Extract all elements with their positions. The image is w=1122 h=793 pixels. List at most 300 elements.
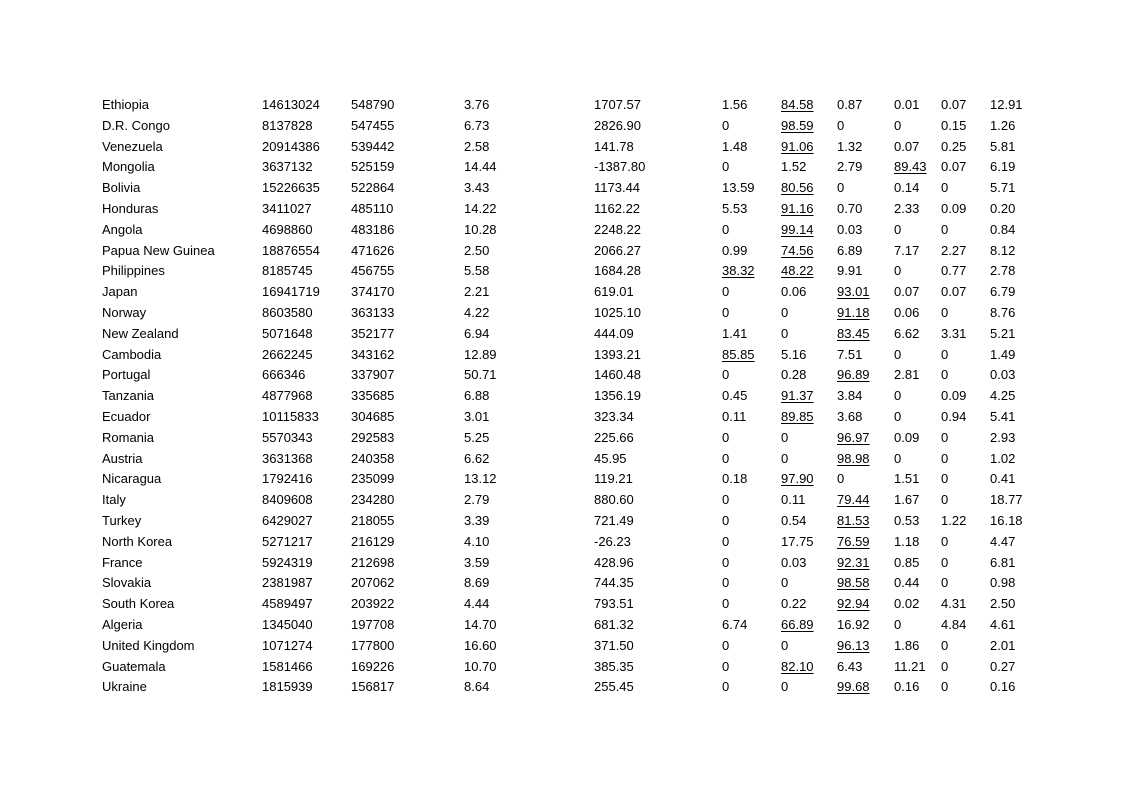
table-cell: 98.98 [837,450,870,466]
table-cell: 547455 [351,117,395,133]
table-cell: 2066.27 [594,242,641,258]
row-label: D.R. Congo [102,117,170,133]
table-cell: 3411027 [262,200,312,216]
row-label: Ethiopia [102,97,149,112]
table-row [0,636,1122,657]
row-label: Guatemala [102,658,166,674]
table-cell: 0 [894,388,902,404]
table-cell: 203922 [351,596,395,612]
table-cell: 5924319 [262,554,313,570]
table-cell: 0.14 [894,180,920,196]
table-cell: 141.78 [594,138,634,154]
row-label: Tanzania [102,388,155,404]
table-cell: 2.21 [464,284,490,300]
table-cell: 0.03 [781,554,807,570]
table-cell: 0.44 [894,575,920,591]
table-cell: 0.54 [781,512,807,528]
table-cell: 0 [894,450,902,466]
table-cell: 0 [722,575,730,591]
table-cell: 0.07 [894,138,920,154]
table-cell: 8.64 [464,679,490,695]
table-cell: 48.22 [781,263,814,279]
table-cell: 4698860 [262,221,313,237]
table-cell: 0 [837,180,845,196]
table-cell: 4.10 [464,533,490,549]
table-row [0,449,1122,470]
table-cell: 0.07 [894,284,920,300]
table-cell: 444.09 [594,325,634,341]
table-cell: 2.50 [464,242,490,258]
table-cell: 0 [894,346,902,362]
table-cell: 2381987 [262,575,313,591]
table-cell: 335685 [351,388,395,404]
table-cell: 1460.48 [594,367,641,383]
table-cell: 0 [894,263,902,279]
table-cell: 4.25 [990,388,1016,404]
table-cell: 323.34 [594,408,634,424]
table-cell: 2.78 [990,263,1016,279]
table-cell: 1.22 [941,512,967,528]
table-cell: 5271217 [262,533,313,549]
table-row [0,511,1122,532]
table-cell: 0.03 [837,221,863,237]
table-cell: 3.01 [464,408,490,424]
row-label: Papua New Guinea [102,242,215,258]
table-row [0,365,1122,386]
row-label: France [102,554,143,570]
table-cell: 292583 [351,429,395,445]
table-row [0,615,1122,636]
table-cell: 2662245 [262,346,313,362]
table-row [0,178,1122,199]
table-cell: 0.18 [722,471,748,487]
table-cell: 1.26 [990,117,1016,133]
table-cell: 0 [941,221,949,237]
table-cell: 38.32 [722,263,755,279]
table-cell: 0 [941,575,949,591]
table-cell: 10.28 [464,221,497,237]
table-cell: 98.58 [837,575,870,591]
table-cell: 0 [894,221,902,237]
table-cell: 0 [781,450,789,466]
table-cell: 744.35 [594,575,634,591]
table-cell: 2.81 [894,367,920,383]
table-row [0,386,1122,407]
row-label: Mongolia [102,159,155,175]
table-cell: -26.23 [594,533,631,549]
table-cell: 0.70 [837,200,863,216]
table-cell: 1707.57 [594,97,641,112]
table-cell: 483186 [351,221,395,237]
table-cell: 485110 [351,200,394,216]
table-cell: 16.18 [990,512,1023,528]
table-cell: 82.10 [781,658,814,674]
table-cell: 3.59 [464,554,490,570]
table-cell: 2826.90 [594,117,641,133]
table-cell: 385.35 [594,658,634,674]
table-cell: 681.32 [594,616,634,632]
row-label: Cambodia [102,346,162,362]
table-row [0,428,1122,449]
table-cell: 91.18 [837,304,870,320]
table-cell: 18.77 [990,492,1023,508]
table-cell: 0.45 [722,388,748,404]
table-cell: 5.21 [990,325,1016,341]
table-cell: 4.61 [990,616,1016,632]
table-cell: 1581466 [262,658,313,674]
table-cell: 0 [781,637,789,653]
table-cell: 197708 [351,616,395,632]
table-cell: 6.74 [722,616,748,632]
table-row [0,220,1122,241]
table-cell: 0 [894,616,902,632]
table-cell: 4.47 [990,533,1016,549]
table-cell: 0 [837,117,845,133]
table-cell: 8.12 [990,242,1016,258]
table-cell: 374170 [351,284,395,300]
row-label: Bolivia [102,180,141,196]
table-cell: 80.56 [781,180,814,196]
table-cell: 20914386 [262,138,320,154]
table-cell: 17.75 [781,533,814,549]
table-cell: 0 [941,367,949,383]
table-cell: 0 [941,180,949,196]
table-cell: 0 [941,429,949,445]
row-label: Venezuela [102,138,163,154]
table-cell: 0 [722,658,730,674]
table-cell: 0.77 [941,263,967,279]
table-cell: 85.85 [722,346,755,362]
table-cell: 539442 [351,138,395,154]
table-cell: 50.71 [464,367,497,383]
table-cell: 4877968 [262,388,313,404]
table-cell: 177800 [351,637,395,653]
row-label: New Zealand [102,325,179,341]
table-cell: 13.59 [722,180,755,196]
table-cell: 548790 [351,97,395,112]
table-cell: 4.84 [941,616,967,632]
table-cell: 0 [722,533,730,549]
table-cell: 169226 [351,658,395,674]
table-cell: 98.59 [781,117,814,133]
table-cell: 0 [781,304,789,320]
table-cell: 15226635 [262,180,320,196]
row-label: South Korea [102,596,175,612]
row-label: Nicaragua [102,471,162,487]
table-cell: 1173.44 [594,180,641,196]
table-cell: 8603580 [262,304,313,320]
table-cell: 0 [722,596,730,612]
table-cell: 13.12 [464,471,497,487]
table-cell: 471626 [351,242,395,258]
table-cell: 0.02 [894,596,920,612]
table-cell: 0 [941,533,949,549]
row-label: North Korea [102,533,173,549]
table-cell: 428.96 [594,554,634,570]
table-cell: 0 [722,221,730,237]
table-cell: 10.70 [464,658,497,674]
table-cell: 5.58 [464,263,490,279]
table-cell: 92.94 [837,596,870,612]
table-cell: 207062 [351,575,395,591]
table-cell: 79.44 [837,492,870,508]
row-label: Ukraine [102,679,147,695]
table-cell: 8185745 [262,263,313,279]
table-cell: 0.53 [894,512,920,528]
table-cell: 0.85 [894,554,920,570]
table-cell: 1.67 [894,492,920,508]
table-cell: 1.56 [722,97,748,112]
table-row [0,116,1122,137]
table-cell: 2.58 [464,138,490,154]
table-cell: 0 [894,408,902,424]
table-cell: 89.85 [781,408,814,424]
table-cell: 352177 [351,325,395,341]
table-cell: 6.79 [990,284,1016,300]
table-cell: 0 [941,304,949,320]
table-cell: 4589497 [262,596,313,612]
table-cell: 0 [941,471,949,487]
table-row [0,95,1122,116]
table-cell: 0 [722,492,730,508]
table-cell: 3.43 [464,180,490,196]
table-cell: 3.84 [837,388,863,404]
table-cell: 12.89 [464,346,497,362]
table-cell: 2.27 [941,242,967,258]
table-cell: 2.93 [990,429,1016,445]
table-cell: 0.07 [941,97,967,112]
table-row [0,469,1122,490]
table-cell: 0 [722,117,730,133]
table-cell: 212698 [351,554,395,570]
table-cell: 0 [941,679,949,695]
table-row [0,241,1122,262]
table-cell: 97.90 [781,471,814,487]
table-cell: 0.09 [894,429,920,445]
table-cell: 66.89 [781,616,814,632]
table-cell: 0.15 [941,117,967,133]
table-cell: 3.68 [837,408,863,424]
table-cell: 0.99 [722,242,748,258]
row-label: Norway [102,304,147,320]
table-cell: 92.31 [837,554,870,570]
table-cell: 4.31 [941,596,967,612]
table-cell: 6.89 [837,242,863,258]
table-cell: 337907 [351,367,395,383]
table-cell: 522864 [351,180,395,196]
table-cell: 2.01 [990,637,1016,653]
table-cell: 0 [722,554,730,570]
table-cell: 8.76 [990,304,1016,320]
table-cell: 0.20 [990,200,1016,216]
table-cell: 0 [722,429,730,445]
table-cell: 156817 [351,679,395,695]
table-cell: 0.16 [894,679,920,695]
table-row [0,407,1122,428]
table-cell: 363133 [351,304,395,320]
row-label: Ecuador [102,408,151,424]
table-cell: 4.44 [464,596,490,612]
table-cell: 0.01 [894,97,920,112]
table-cell: 1.02 [990,450,1016,466]
table-cell: 6.62 [464,450,490,466]
table-cell: 1.52 [781,159,807,175]
table-cell: 8.69 [464,575,490,591]
table-row [0,137,1122,158]
table-cell: 0 [722,367,730,383]
row-label: Angola [102,221,143,237]
table-cell: 1792416 [262,471,313,487]
table-cell: 18876554 [262,242,320,258]
table-cell: 880.60 [594,492,634,508]
table-cell: 0 [941,658,949,674]
table-cell: 240358 [351,450,395,466]
table-cell: 0.98 [990,575,1016,591]
table-cell: 81.53 [837,512,870,528]
table-cell: 235099 [351,471,395,487]
table-cell: 14.70 [464,616,497,632]
table-cell: 0 [781,575,789,591]
table-cell: 0.27 [990,658,1016,674]
table-cell: 456755 [351,263,395,279]
table-cell: 0 [722,304,730,320]
table-row [0,282,1122,303]
table-cell: 96.89 [837,367,870,383]
table-row [0,324,1122,345]
table-row [0,532,1122,553]
table-cell: 8409608 [262,492,313,508]
table-cell: 1025.10 [594,304,641,320]
table-cell: 3.76 [464,97,490,112]
table-cell: 216129 [351,533,395,549]
table-cell: 5.25 [464,429,490,445]
table-cell: 3631368 [262,450,313,466]
table-cell: 96.13 [837,637,870,653]
table-cell: 0 [722,679,730,695]
row-label: Portugal [102,367,151,383]
table-cell: 0 [722,512,730,528]
table-cell: 5.53 [722,200,748,216]
table-cell: 12.91 [990,97,1023,112]
row-label: Philippines [102,263,165,279]
table-cell: 2248.22 [594,221,641,237]
table-cell: 0 [837,471,845,487]
table-cell: 5.81 [990,138,1016,154]
table-cell: 5.41 [990,408,1016,424]
table-cell: 0 [781,325,789,341]
table-cell: 2.33 [894,200,920,216]
table-cell: 721.49 [594,512,634,528]
row-label: Honduras [102,200,159,216]
table-cell: 1162.22 [594,200,641,216]
table-cell: 0.41 [990,471,1016,487]
table-cell: 0 [722,637,730,653]
table-cell: 1345040 [262,616,313,632]
table-cell: 0.87 [837,97,863,112]
table-cell: 99.14 [781,221,814,237]
table-cell: 2.79 [837,159,863,175]
row-label: Japan [102,284,138,300]
table-cell: 6.88 [464,388,490,404]
table-cell: 0.94 [941,408,967,424]
row-label: Slovakia [102,575,152,591]
table-cell: 0.16 [990,679,1016,695]
table-cell: 2.79 [464,492,490,508]
table-cell: 5071648 [262,325,313,341]
table-cell: 343162 [351,346,395,362]
table-cell: 11.21 [894,658,926,674]
table-cell: 1.32 [837,138,863,154]
table-cell: 14613024 [262,97,320,112]
table-cell: 7.17 [894,242,920,258]
table-cell: -1387.80 [594,159,646,175]
table-cell: 1393.21 [594,346,641,362]
table-cell: 5.71 [990,180,1016,196]
table-cell: 0 [894,117,902,133]
table-cell: 76.59 [837,533,870,549]
table-cell: 8137828 [262,117,313,133]
table-cell: 1.86 [894,637,920,653]
table-cell: 1815939 [262,679,313,695]
table-cell: 6.43 [837,658,863,674]
table-cell: 0.84 [990,221,1016,237]
table-cell: 6429027 [262,512,313,528]
table-cell: 0 [722,159,730,175]
table-cell: 1.48 [722,138,748,154]
table-row [0,345,1122,366]
table-cell: 0 [941,554,949,570]
table-cell: 0.03 [990,367,1016,383]
table-cell: 1.18 [894,533,920,549]
table-cell: 255.45 [594,679,634,695]
table-cell: 0 [722,450,730,466]
table-cell: 7.51 [837,346,863,362]
table-cell: 371.50 [594,637,634,653]
table-cell: 0.09 [941,200,967,216]
table-cell: 4.22 [464,304,490,320]
table-cell: 619.01 [594,284,634,300]
table-cell: 84.58 [781,97,814,112]
table-cell: 666346 [262,367,306,383]
table-cell: 91.37 [781,388,814,404]
table-cell: 6.73 [464,117,490,133]
table-cell: 3637132 [262,159,313,175]
row-label: United Kingdom [102,637,195,653]
row-label: Turkey [102,512,142,528]
table-row [0,303,1122,324]
table-cell: 525159 [351,159,395,175]
table-cell: 6.62 [894,325,920,341]
table-cell: 0 [941,450,949,466]
table-cell: 16.92 [837,616,870,632]
table-cell: 45.95 [594,450,627,466]
table-cell: 0.07 [941,284,967,300]
table-cell: 0.06 [781,284,807,300]
table-cell: 14.22 [464,200,497,216]
table-cell: 0.09 [941,388,967,404]
table-cell: 0.11 [781,492,806,508]
table-cell: 0 [781,429,789,445]
table-cell: 74.56 [781,242,814,258]
row-label: Austria [102,450,143,466]
table-row [0,594,1122,615]
table-cell: 0.07 [941,159,967,175]
table-cell: 9.91 [837,263,863,279]
table-row [0,573,1122,594]
table-cell: 83.45 [837,325,870,341]
table-cell: 0 [941,492,949,508]
table-cell: 16941719 [262,284,320,300]
